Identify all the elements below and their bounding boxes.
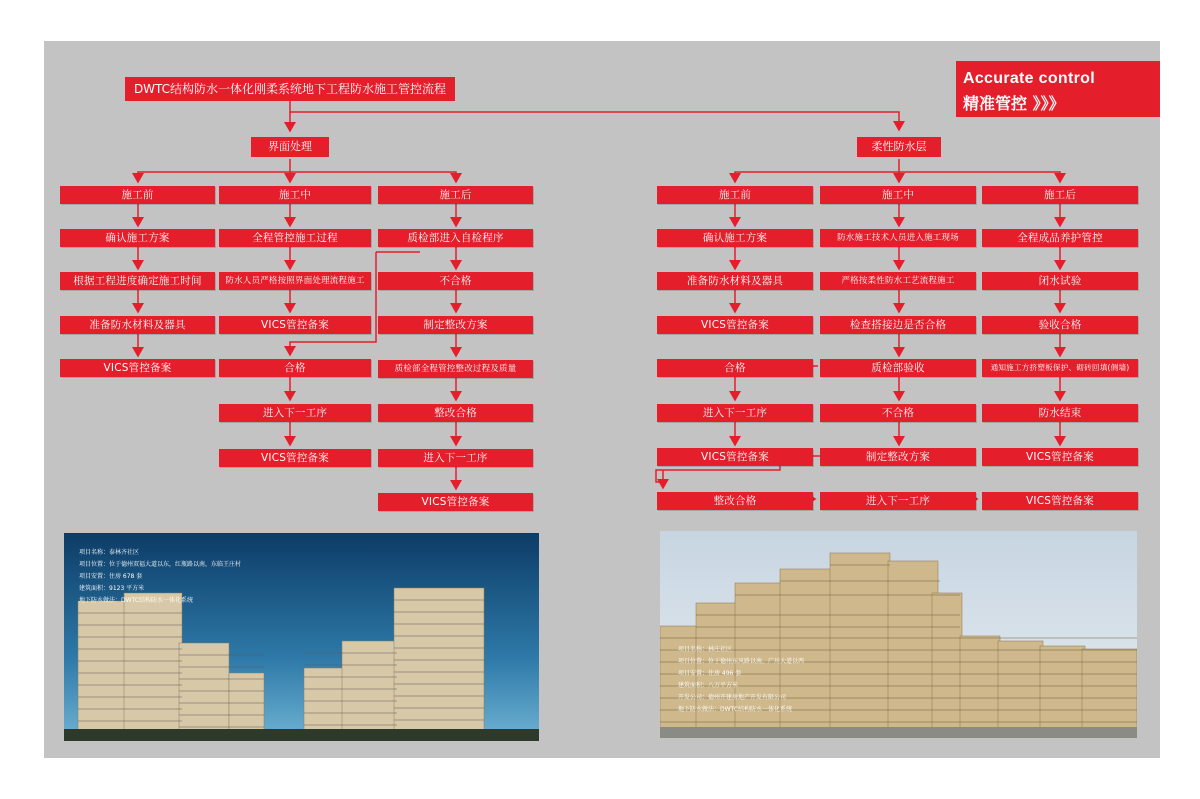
right-c2-step: 不合格 xyxy=(820,404,976,422)
right-c1-step: 进入下一工序 xyxy=(657,404,813,422)
info-line: 建筑面积：八万平方米 xyxy=(678,682,739,689)
info-line: 项目安置：住房 496 套 xyxy=(678,670,742,677)
left-c1-step: 确认施工方案 xyxy=(60,229,215,247)
left-c2-step: 全程管控施工过程 xyxy=(219,229,371,247)
brand-english: Accurate control xyxy=(963,70,1095,87)
project-photo-linzhuang xyxy=(660,531,1137,738)
right-c3-step: 通知施工方挤塑板保护、砌砖回填(侧墙) xyxy=(982,359,1138,377)
right-c1-step: VICS管控备案 xyxy=(657,448,813,466)
left-c2-step: 合格 xyxy=(219,359,371,377)
info-line: 项目名称：泰林齐社区 xyxy=(79,549,140,556)
info-line: 项目位置：位于德州双福大道以东，红瓶路以南，东临王庄村 xyxy=(79,561,242,568)
right-c1-step: 合格 xyxy=(657,359,813,377)
left-c3-step: VICS管控备案 xyxy=(378,493,533,511)
chevrons-icon: 》》》 xyxy=(1032,94,1065,113)
brand-chinese: 精准管控 》》》 xyxy=(963,94,1065,113)
right-c2-step: 制定整改方案 xyxy=(820,448,976,466)
right-c1-step: 整改合格 xyxy=(657,492,813,510)
right-c1-step: 施工前 xyxy=(657,186,813,204)
left-c3-step: 施工后 xyxy=(378,186,533,204)
flow-title: DWTC结构防水一体化刚柔系统地下工程防水施工管控流程 xyxy=(125,77,455,101)
project-info-1 xyxy=(79,547,241,607)
left-c2-step: VICS管控备案 xyxy=(219,449,371,467)
right-c3-step: 全程成品养护管控 xyxy=(982,229,1138,247)
info-line: 项目名称：林庄社区 xyxy=(678,646,733,653)
right-c3-step: 防水结束 xyxy=(982,404,1138,422)
left-c2-step: 施工中 xyxy=(219,186,371,204)
left-c3-step: 质检部全程管控整改过程及质量 xyxy=(378,360,533,378)
left-c3-step: 制定整改方案 xyxy=(378,316,533,334)
right-c2-step: 严格按柔性防水工艺流程施工 xyxy=(820,272,976,290)
info-line: 开发公司：德州开建房地产开发有限公司 xyxy=(678,694,787,701)
left-c2-step: 进入下一工序 xyxy=(219,404,371,422)
right-c1-step: 准备防水材料及器具 xyxy=(657,272,813,290)
left-c1-step: 根据工程进度确定施工时间 xyxy=(60,272,215,290)
info-line: 建筑面积：9123 平方米 xyxy=(79,585,145,592)
right-c3-step: 闭水试验 xyxy=(982,272,1138,290)
right-c2-step: 防水施工技术人员进入施工现场 xyxy=(820,229,976,247)
right-c3-step: VICS管控备案 xyxy=(982,492,1138,510)
right-c2-step: 进入下一工序 xyxy=(820,492,976,510)
section-interface: 界面处理 xyxy=(251,137,329,157)
left-c2-step: VICS管控备案 xyxy=(219,316,371,334)
right-c3-step: VICS管控备案 xyxy=(982,448,1138,466)
left-c3-step: 进入下一工序 xyxy=(378,449,533,467)
right-c1-step: VICS管控备案 xyxy=(657,316,813,334)
left-c1-step: 准备防水材料及器具 xyxy=(60,316,215,334)
info-line: 项目位置：位于德州东风路以南，广川大道以西 xyxy=(678,658,805,665)
right-c2-step: 施工中 xyxy=(820,186,976,204)
project-info-2 xyxy=(678,644,804,716)
left-c3-step: 质检部进入自检程序 xyxy=(378,229,533,247)
right-c2-step: 检查搭接边是否合格 xyxy=(820,316,976,334)
right-c3-step: 验收合格 xyxy=(982,316,1138,334)
left-c3-step: 整改合格 xyxy=(378,404,533,422)
left-c1-step: VICS管控备案 xyxy=(60,359,215,377)
left-c1-step: 施工前 xyxy=(60,186,215,204)
section-flexible-waterproof: 柔性防水层 xyxy=(857,137,941,157)
right-c2-step: 质检部验收 xyxy=(820,359,976,377)
info-line: 地下防水做法：DWTC结构防水一体化系统 xyxy=(79,597,194,604)
info-line: 地下防水做法：DWTC结构防水一体化系统 xyxy=(678,706,793,713)
left-c2-step: 防水人员严格按照界面处理流程施工 xyxy=(219,272,371,290)
right-c1-step: 确认施工方案 xyxy=(657,229,813,247)
info-line: 项目安置：住房 678 套 xyxy=(79,573,143,580)
right-c3-step: 施工后 xyxy=(982,186,1138,204)
left-c3-step: 不合格 xyxy=(378,272,533,290)
brand-block xyxy=(956,61,1160,117)
project-photo-taiLinqi xyxy=(64,533,539,741)
